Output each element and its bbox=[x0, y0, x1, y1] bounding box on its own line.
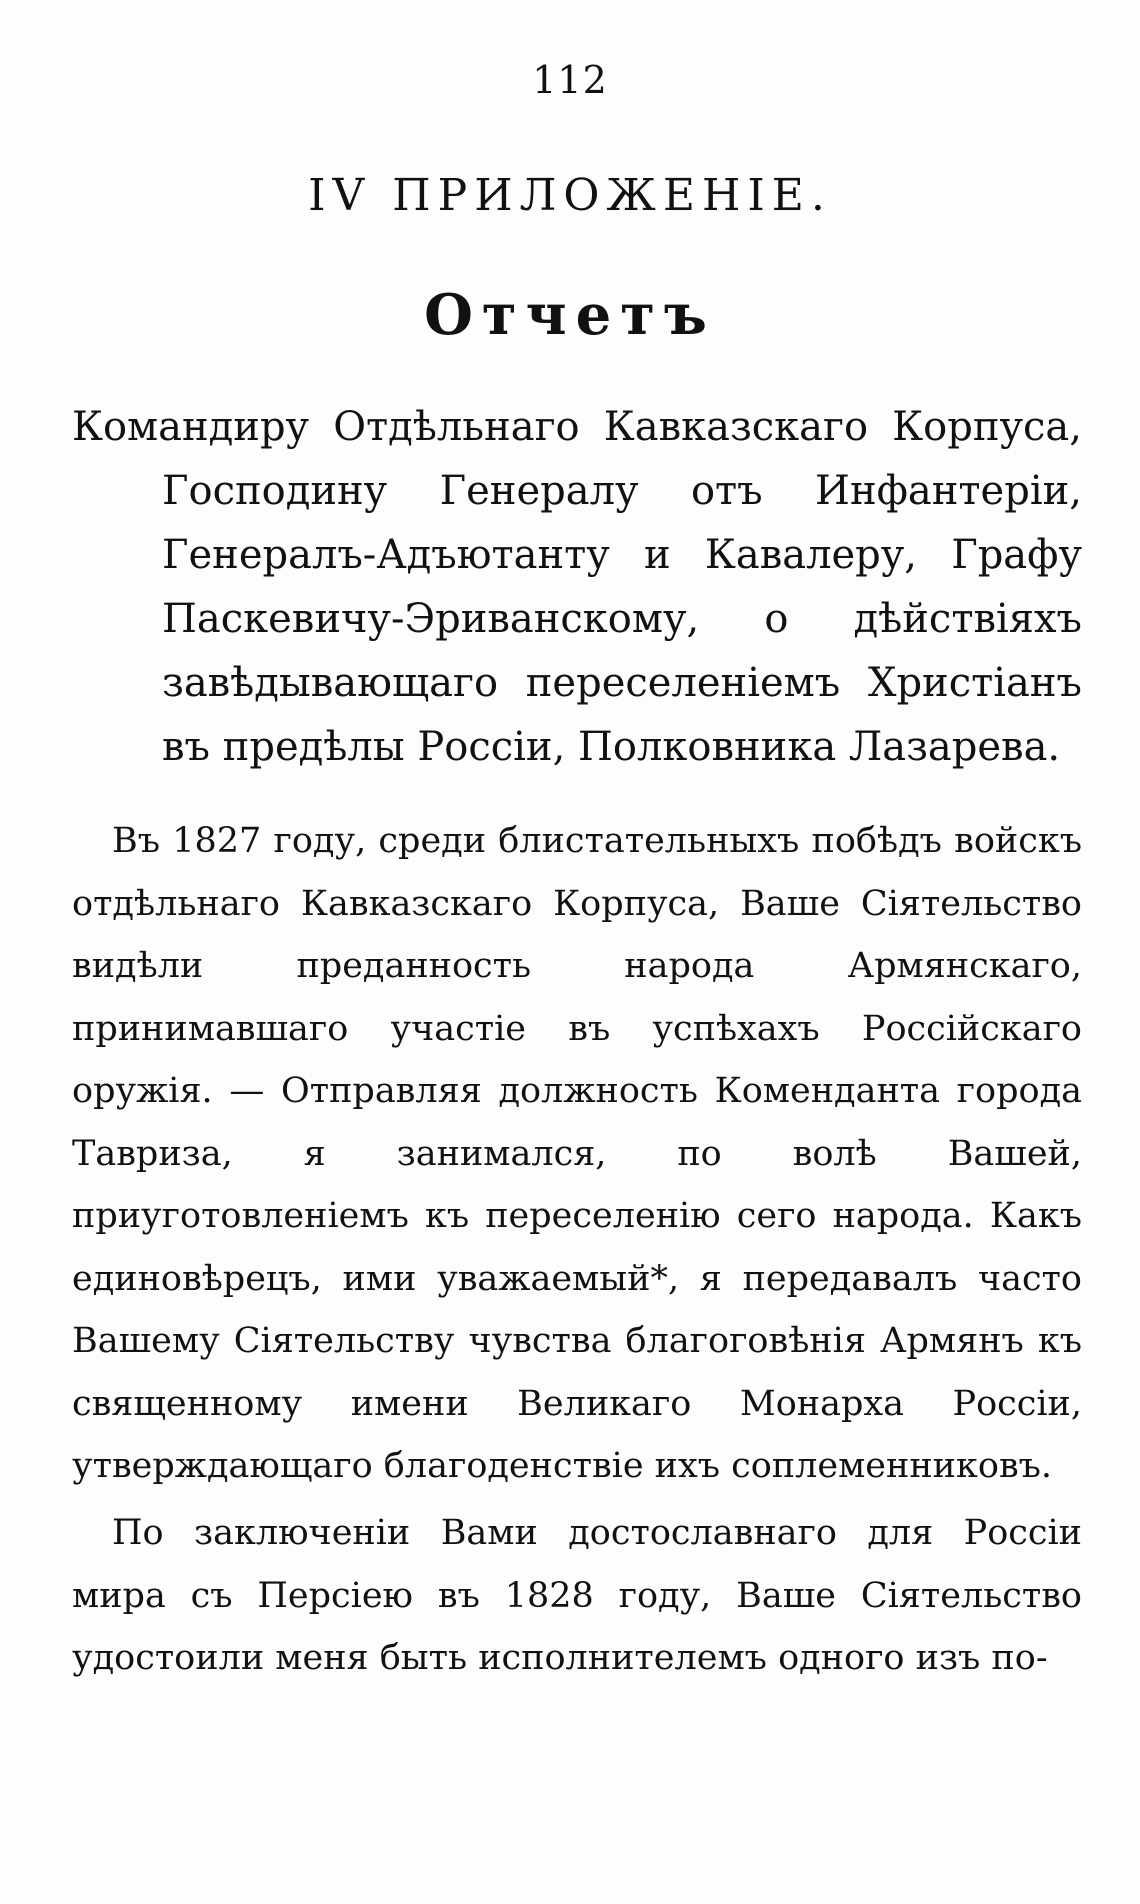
addressee-first-line: Командиру Отдѣльнаго Кавказскаго Корпуса, bbox=[72, 404, 1082, 450]
body-paragraph-2: По заключеніи Вами достославнаго для Россіи мира съ Персіею въ 1828 году, Ваше Сіятельство удостоили меня быть исполнителемъ одного изъ по- bbox=[72, 1513, 1082, 1678]
page-number: 112 bbox=[532, 58, 608, 102]
report-addressee bbox=[72, 395, 1082, 779]
addressee-continuation: Господину Генералу отъ Инфантеріи, Генералъ-Адъютанту и Кавалеру, Графу Паскевичу-Эриванскому, о дѣйствіяхъ завѣдывающаго переселеніемъ Христіанъ въ предѣлы Россіи, Полковника Лазарева. bbox=[162, 468, 1082, 770]
report-title: Отчетъ bbox=[424, 282, 716, 348]
appendix-heading: IV ПРИЛОЖЕНІЕ. bbox=[308, 170, 832, 221]
body-paragraph-1: Въ 1827 году, среди блистательныхъ побѣдъ войскъ отдѣльнаго Кавказскаго Корпуса, Ваше Сіятельство видѣли преданность народа Армянскаго, принимавшаго участіе въ успѣхахъ Россійскаго оружія. — Отправляя должность Коменданта города Тавриза, я занимался, по волѣ Вашей, приуготовленіемъ къ переселенію сего народа. Какъ единовѣрецъ, ими уважаемый*, я передавалъ часто Вашему Сіятельству чувства благоговѣнія Армянъ къ священному имени Великаго Монарха Россіи, утверждающаго благоденствіе ихъ соплеменниковъ. bbox=[72, 821, 1082, 1486]
